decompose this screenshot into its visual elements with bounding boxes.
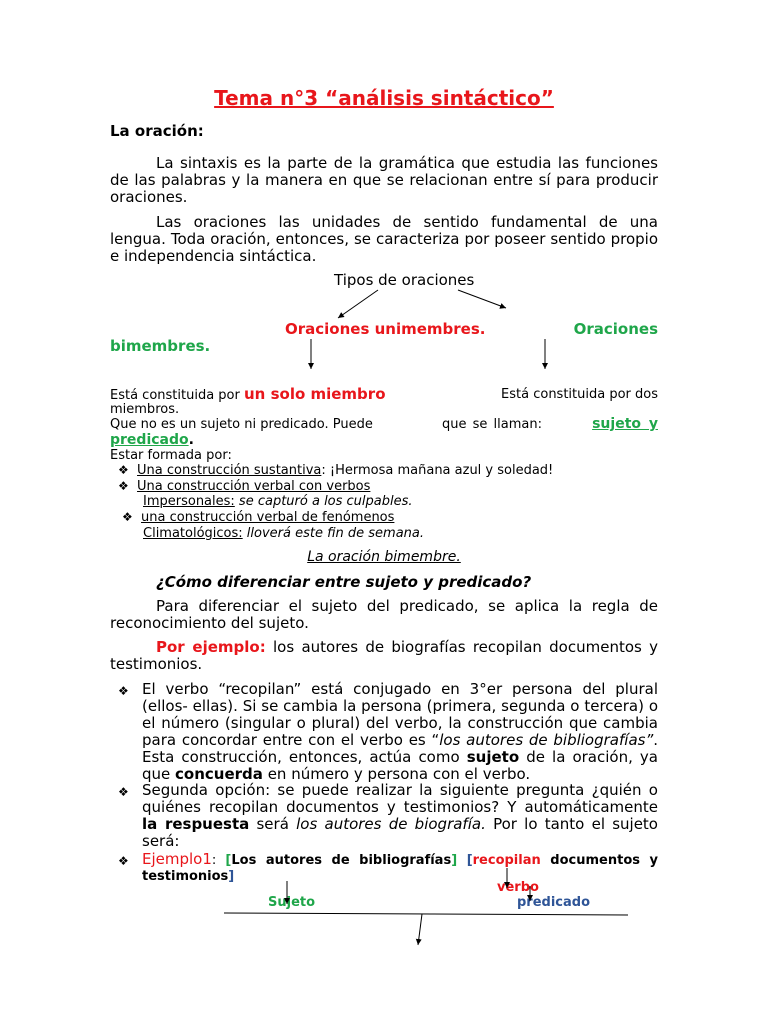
bimembre-type-label-a: Oraciones (573, 320, 658, 338)
bimembre-type-label-b: bimembres. (110, 337, 211, 355)
bimembre-line-3-text: que se llaman: (442, 417, 542, 432)
ejemplo1-label: Ejemplo1 (142, 850, 212, 868)
intro-paragraph-1: La sintaxis es la parte de la gramática que estudia las funciones de las palabras y la manera en que se relacionan entre sí para producir oraciones. (110, 154, 658, 206)
verbo-label: verbo (497, 880, 539, 895)
arrow-down-center (418, 914, 422, 945)
ejemplo1-bracket-open-2: [ (466, 853, 473, 868)
point-2-c: será (249, 815, 297, 833)
bimembre-line-2: miembros. (110, 402, 180, 417)
diamond-bullet-icon: ❖ (118, 684, 129, 698)
bullet-3-example: lloverá este fin de semana. (242, 526, 425, 541)
page-title: Tema n°3 “análisis sintáctico” (214, 86, 554, 110)
diamond-bullet-icon: ❖ (118, 479, 129, 493)
point-1-italic: los autores de bibliografías” (439, 731, 654, 749)
ejemplo1-colon: : (211, 853, 226, 868)
ejemplo1-bracket-close: ] (451, 853, 458, 868)
predicado-label: predicado (517, 895, 591, 910)
bimembre-highlight-a: sujeto y (592, 416, 658, 432)
bimembre-highlight-b: predicado (110, 432, 189, 448)
diagram-root-label: Tipos de oraciones (334, 271, 475, 289)
rule-paragraph: Para diferenciar el sujeto del predicado, se aplica la regla de reconocimiento del sujeto. (110, 597, 658, 632)
ejemplo1-rest: documentos y testimonios (142, 853, 658, 884)
point-1-c: de la oración, ya que (142, 748, 659, 783)
unimembre-highlight: un solo miembro (244, 385, 386, 403)
point-2-a: Segunda opción: se puede realizar la siguiente pregunta ¿quién o quiénes recopilan documentos y testimonios? Y automáticamente (142, 781, 658, 816)
bimembre-line-1: Está constituida por dos (501, 387, 658, 402)
bullet-2-example: se capturó a los culpables. (234, 494, 413, 509)
divider-line (224, 913, 628, 915)
sujeto-label: Sujeto (268, 895, 316, 910)
bullet-1-underlined: Una construcción sustantiva (137, 463, 322, 478)
section-heading: La oración: (110, 122, 204, 140)
point-2-bold: la respuesta (142, 815, 250, 833)
ejemplo1-bracket-open: [ (225, 853, 232, 868)
unimembre-line-3: Estar formada por: (110, 448, 232, 463)
arrow-to-unimembre (338, 290, 378, 318)
diamond-bullet-icon: ❖ (118, 854, 129, 868)
point-1-a: El verbo “recopilan” está conjugado en 3°er persona del plural (ellos- ellas). Si se cambia la persona (primera, segunda o tercera) o el número (singular o plural) del verbo, la construcción que cambia para concordar entre con el verbo es “ (142, 680, 658, 749)
unimembre-type-label: Oraciones unimembres. (285, 320, 486, 338)
bullet-3-label: Climatológicos: (143, 526, 243, 541)
bimembre-line-4-end: . (188, 432, 194, 448)
unimembre-line-2: Que no es un sujeto ni predicado. Puede (110, 417, 373, 432)
example-label: Por ejemplo: (156, 638, 266, 656)
point-1-b: . Esta construcción, entonces, actúa como (142, 731, 659, 766)
example-text: los autores de biografías recopilan documentos y testimonios. (110, 638, 658, 673)
bullet-3-underlined: una construcción verbal de fenómenos (141, 510, 395, 525)
diamond-bullet-icon: ❖ (122, 510, 133, 524)
point-1-d: en número y persona con el verbo. (262, 765, 531, 783)
bullet-2-underlined: Una construcción verbal con verbos (137, 479, 371, 494)
diamond-bullet-icon: ❖ (118, 785, 129, 799)
bullet-1-rest: : ¡Hermosa mañana azul y soledad! (321, 463, 554, 478)
unimembre-line-1-text: Está constituida por (110, 388, 244, 403)
ejemplo1-bracket-close-2: ] (228, 869, 235, 884)
diamond-bullet-icon: ❖ (118, 463, 129, 477)
question-heading: ¿Cómo diferenciar entre sujeto y predicado? (156, 573, 532, 591)
arrow-to-bimembre (458, 290, 506, 308)
intro-paragraph-2: Las oraciones las unidades de sentido fundamental de una lengua. Toda oración, entonces, se caracteriza por poseer sentido propio e independencia sintáctica. (110, 213, 658, 265)
point-2-italic: los autores de biografía. (296, 815, 486, 833)
ejemplo1-verb: recopilan (472, 853, 541, 868)
ejemplo1-subject: Los autores de bibliografías (231, 853, 452, 868)
point-1-bold-1: sujeto (466, 748, 520, 766)
subtitle: La oración bimembre. (307, 549, 461, 565)
point-1-bold-2: concuerda (175, 765, 263, 783)
bullet-2-label: Impersonales: (143, 494, 235, 509)
point-2-d: Por lo tanto el sujeto será: (142, 815, 658, 850)
